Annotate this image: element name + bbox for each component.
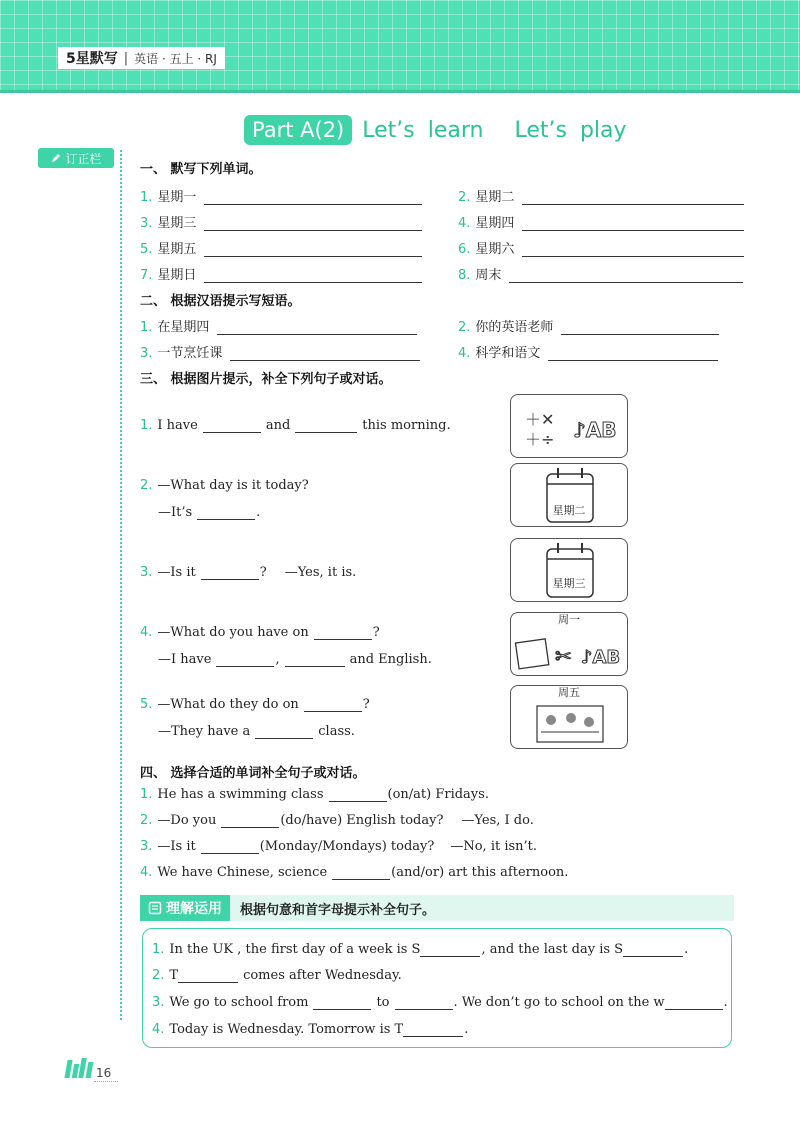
title-text — [362, 118, 626, 143]
answer-line[interactable] — [217, 321, 417, 335]
picture-friday — [510, 685, 628, 749]
svg-text:♪AB: ♪AB — [581, 647, 621, 668]
q-text: —What do you have on — [157, 625, 309, 640]
item-number: 3. — [140, 346, 153, 361]
book-tag — [58, 47, 225, 69]
s1-item-6 — [458, 238, 744, 257]
s3-q2-line2 — [158, 505, 260, 520]
item-number: 5. — [140, 242, 153, 257]
item-number: 6. — [458, 242, 471, 257]
section1-heading: 一、 默写下列单词。 — [140, 162, 262, 177]
answer-line[interactable] — [230, 347, 420, 361]
pencil-icon — [50, 152, 62, 164]
q-text: this morning. — [362, 418, 451, 433]
q-text: ? — [362, 697, 370, 712]
q-text: —It’s — [158, 505, 193, 520]
q-text: —What do they do on — [157, 697, 299, 712]
day-label: 周一 — [558, 613, 580, 626]
s3-q4-line1 — [140, 625, 380, 640]
q-text: (and/or) art this afternoon. — [391, 865, 569, 880]
item-number: 3. — [152, 995, 165, 1010]
s1-item-5 — [140, 238, 422, 257]
title-play: Let’s play — [514, 117, 627, 143]
answer-blank[interactable] — [403, 1023, 463, 1037]
answer-blank[interactable] — [201, 566, 259, 580]
item-number: 4. — [458, 216, 471, 231]
s4-q4 — [140, 865, 568, 880]
answer-line[interactable] — [204, 191, 422, 205]
s1-item-4 — [458, 212, 744, 231]
q-text: (do/have) English today? — [280, 813, 444, 828]
answer-blank[interactable] — [216, 653, 274, 667]
q-text: —Yes, it is. — [284, 565, 357, 580]
s1-item-2 — [458, 186, 744, 205]
item-prompt: 科学和语文 — [475, 346, 541, 361]
math-symbols-icon — [511, 395, 629, 459]
item-prompt: 你的英语老师 — [475, 320, 554, 335]
q-text: —Is it — [157, 839, 196, 854]
item-prompt: 星期三 — [157, 216, 197, 231]
s5-q3 — [152, 995, 728, 1010]
answer-blank[interactable] — [313, 996, 371, 1010]
q-text: and — [265, 418, 291, 433]
notebook-icon — [148, 901, 162, 915]
book-subtitle: 英语 · 五上 · RJ — [134, 51, 217, 66]
day-label: 周五 — [558, 686, 580, 699]
item-number: 3. — [140, 216, 153, 231]
section4-heading: 四、 选择合适的单词补全句子或对话。 — [140, 766, 366, 781]
s2-item-1 — [140, 316, 417, 335]
svg-text:＋✕: ＋✕ — [525, 410, 555, 429]
answer-line[interactable] — [561, 321, 719, 335]
q-text: —Is it — [157, 565, 196, 580]
picture-maths-music — [510, 394, 628, 458]
answer-blank[interactable] — [203, 419, 261, 433]
s1-item-1 — [140, 186, 422, 205]
item-number: 1. — [140, 190, 153, 205]
answer-line[interactable] — [509, 269, 743, 283]
q-text: We go to school from — [169, 995, 309, 1010]
item-number: 5. — [140, 697, 153, 712]
page-title — [244, 115, 627, 145]
page-number: 16 — [96, 1066, 112, 1080]
answer-line[interactable] — [522, 191, 744, 205]
header-band — [0, 0, 800, 90]
s3-q5-line1 — [140, 697, 370, 712]
item-number: 4. — [140, 625, 153, 640]
item-prompt: 星期四 — [475, 216, 515, 231]
answer-blank[interactable] — [420, 943, 480, 957]
q-text: class. — [318, 724, 355, 739]
answer-blank[interactable] — [201, 840, 259, 854]
picture-monday — [510, 612, 628, 676]
correction-label: 订正栏 — [65, 151, 102, 166]
s3-q5-line2 — [158, 724, 355, 739]
q-text: . — [723, 995, 728, 1010]
q-text: —They have a — [158, 724, 251, 739]
header-divider — [0, 90, 800, 93]
s1-item-7 — [140, 264, 422, 283]
item-number: 2. — [458, 320, 471, 335]
s4-q1 — [140, 787, 489, 802]
item-number: 8. — [458, 268, 471, 283]
books-icon — [66, 1058, 92, 1078]
q-text: I have — [157, 418, 198, 433]
answer-line[interactable] — [522, 217, 744, 231]
q-text: ? — [372, 625, 380, 640]
q-text: He has a swimming class — [157, 787, 324, 802]
q-text: , and the last day is S — [481, 942, 624, 957]
picture-calendar-wednesday — [510, 538, 628, 602]
item-number: 1. — [140, 320, 153, 335]
calendar-label: 星期二 — [552, 504, 586, 517]
item-prompt: 周末 — [475, 268, 502, 283]
answer-blank[interactable] — [285, 653, 345, 667]
q-text: and English. — [349, 652, 432, 667]
understanding-instruction: 根据句意和首字母提示补全句子。 — [240, 902, 436, 918]
item-prompt: 星期二 — [475, 190, 515, 205]
s3-q3 — [140, 565, 356, 580]
s1-item-3 — [140, 212, 422, 231]
tag-separator: | — [123, 50, 129, 66]
q-text: T — [169, 968, 179, 983]
q-text: —No, it isn’t. — [450, 839, 538, 854]
item-prompt: 一节烹饪课 — [157, 346, 223, 361]
calendar-icon — [511, 539, 629, 603]
answer-blank[interactable] — [332, 866, 390, 880]
q-text: We have Chinese, science — [157, 865, 328, 880]
s5-q1 — [152, 942, 688, 957]
svg-text:✂: ✂ — [555, 644, 572, 668]
s2-item-4 — [458, 342, 718, 361]
s5-q2 — [152, 968, 402, 983]
item-number: 4. — [152, 1022, 165, 1037]
answer-blank[interactable] — [197, 506, 255, 520]
item-number: 4. — [458, 346, 471, 361]
s1-item-8 — [458, 264, 743, 283]
q-text: comes after Wednesday. — [243, 968, 402, 983]
answer-blank[interactable] — [395, 996, 453, 1010]
q-text: —Do you — [157, 813, 217, 828]
answer-blank[interactable] — [665, 996, 723, 1010]
item-prompt: 星期六 — [475, 242, 515, 257]
q-text: —Yes, I do. — [461, 813, 534, 828]
q-text: —What day is it today? — [157, 478, 309, 493]
item-number: 7. — [140, 268, 153, 283]
answer-blank[interactable] — [304, 698, 362, 712]
answer-blank[interactable] — [178, 969, 238, 983]
answer-line[interactable] — [204, 269, 422, 283]
s3-q2-line1 — [140, 478, 309, 493]
correction-badge — [38, 148, 114, 168]
item-number: 2. — [140, 478, 153, 493]
picture-calendar-tuesday — [510, 463, 628, 527]
calendar-icon — [511, 464, 629, 528]
answer-blank[interactable] — [623, 943, 683, 957]
section2-heading: 二、 根据汉语提示写短语。 — [140, 294, 301, 309]
item-prompt: 星期一 — [157, 190, 197, 205]
answer-line[interactable] — [204, 243, 422, 257]
answer-blank[interactable] — [295, 419, 357, 433]
brand-label: 5星默写 — [66, 51, 118, 67]
s3-q4-line2 — [158, 652, 432, 667]
answer-line[interactable] — [548, 347, 718, 361]
q-text: ? — [259, 565, 267, 580]
q-text: In the UK , the first day of a week is S — [169, 942, 421, 957]
item-number: 2. — [152, 968, 165, 983]
answer-blank[interactable] — [314, 626, 372, 640]
understanding-header — [140, 895, 734, 921]
s5-q4 — [152, 1022, 468, 1037]
item-number: 2. — [140, 813, 153, 828]
answer-blank[interactable] — [329, 788, 387, 802]
understanding-badge-label: 理解运用 — [166, 901, 222, 917]
q-text: . — [464, 1022, 469, 1037]
item-prompt: 星期日 — [157, 268, 197, 283]
q-text: . We don’t go to school on the w — [453, 995, 665, 1010]
item-prompt: 星期五 — [157, 242, 197, 257]
q-text: . — [684, 942, 689, 957]
answer-blank[interactable] — [255, 725, 313, 739]
part-badge: Part A(2) — [244, 115, 352, 145]
s2-item-3 — [140, 342, 420, 361]
q-text: , — [275, 652, 280, 667]
q-text: (Monday/Mondays) today? — [259, 839, 435, 854]
item-number: 1. — [152, 942, 165, 957]
calendar-label: 星期三 — [552, 577, 586, 590]
item-prompt: 在星期四 — [157, 320, 210, 335]
item-number: 2. — [458, 190, 471, 205]
s3-q1 — [140, 418, 451, 433]
answer-line[interactable] — [522, 243, 744, 257]
svg-text:＋÷: ＋÷ — [525, 430, 555, 449]
correction-dotted-line — [120, 150, 122, 1020]
q-text: to — [376, 995, 390, 1010]
item-number: 3. — [140, 565, 153, 580]
item-number: 4. — [140, 865, 153, 880]
s4-q2 — [140, 813, 534, 828]
s2-item-2 — [458, 316, 719, 335]
s4-q3 — [140, 839, 537, 854]
item-number: 1. — [140, 418, 153, 433]
title-learn: Let’s learn — [362, 117, 484, 143]
item-number: 3. — [140, 839, 153, 854]
q-text: Today is Wednesday. Tomorrow is T — [169, 1022, 404, 1037]
svg-text:♪AB: ♪AB — [573, 418, 617, 442]
answer-line[interactable] — [204, 217, 422, 231]
q-text: . — [256, 505, 261, 520]
q-text: —I have — [158, 652, 212, 667]
section3-heading: 三、 根据图片提示，补全下列句子或对话。 — [140, 372, 392, 387]
answer-blank[interactable] — [221, 814, 279, 828]
footer-dots — [94, 1081, 118, 1082]
q-text: (on/at) Fridays. — [387, 787, 489, 802]
understanding-badge — [140, 895, 230, 921]
item-number: 1. — [140, 787, 153, 802]
